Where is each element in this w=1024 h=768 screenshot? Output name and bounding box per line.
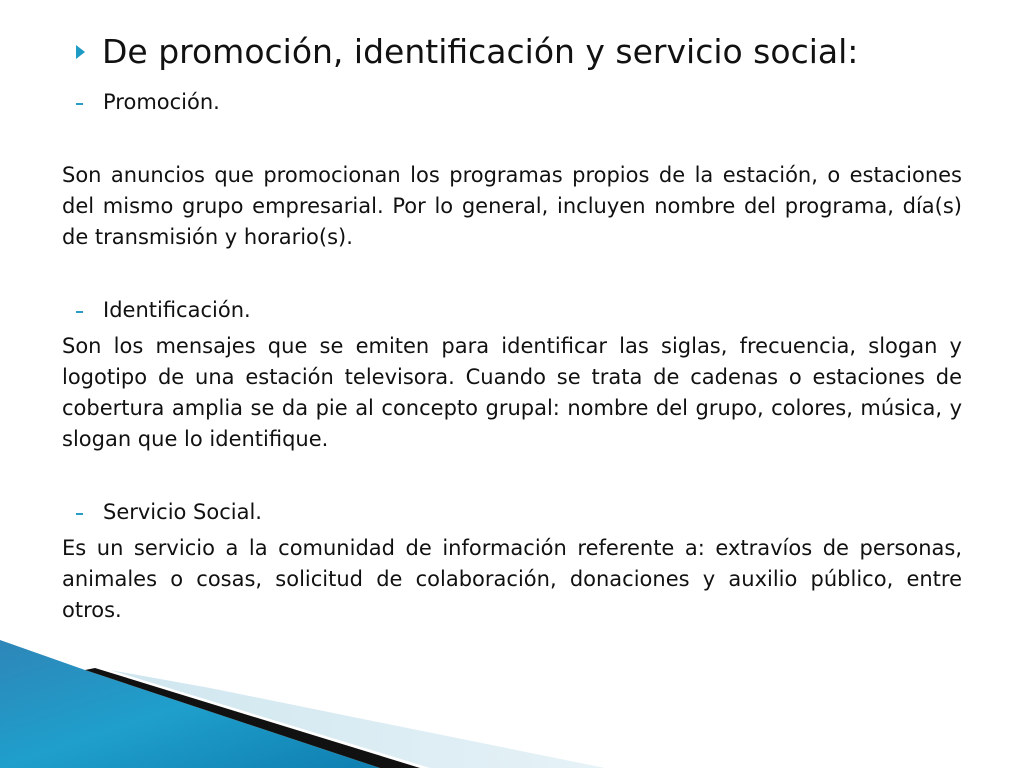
dash-bullet-icon <box>76 311 83 313</box>
dash-bullet-icon <box>76 103 83 105</box>
section-body-promocion: Son anuncios que promocionan los programas propios de la estación, o estaciones del mismo grupo empresarial. Por lo general, incluyen nombre del programa, día(s) de transmisión y horario(s). <box>62 163 962 249</box>
triangle-bullet-icon <box>76 45 85 59</box>
section-heading-label: Identificación. <box>103 298 251 322</box>
section-heading-label: Promoción. <box>103 90 220 114</box>
section-heading-label: Servicio Social. <box>103 500 262 524</box>
section-heading-identificacion <box>76 295 251 325</box>
title-row <box>76 30 858 74</box>
section-body-servicio-social: Es un servicio a la comunidad de información referente a: extravíos de personas, animales o cosas, solicitud de colaboración, donaciones y auxilio público, entre otros. <box>62 536 962 622</box>
section-body-identificacion: Son los mensajes que se emiten para identificar las siglas, frecuencia, slogan y logotipo de una estación televisora. Cuando se trata de cadenas o estaciones de cobertura amplia se da pie al concepto grupal: nombre del grupo, colores, música, y slogan que lo identifique. <box>62 334 962 451</box>
dash-bullet-icon <box>76 513 83 515</box>
section-heading-servicio-social <box>76 497 262 527</box>
section-heading-promocion <box>76 87 220 117</box>
decorative-swoosh <box>0 640 1024 768</box>
slide-title: De promoción, identificación y servicio social: <box>102 32 859 71</box>
